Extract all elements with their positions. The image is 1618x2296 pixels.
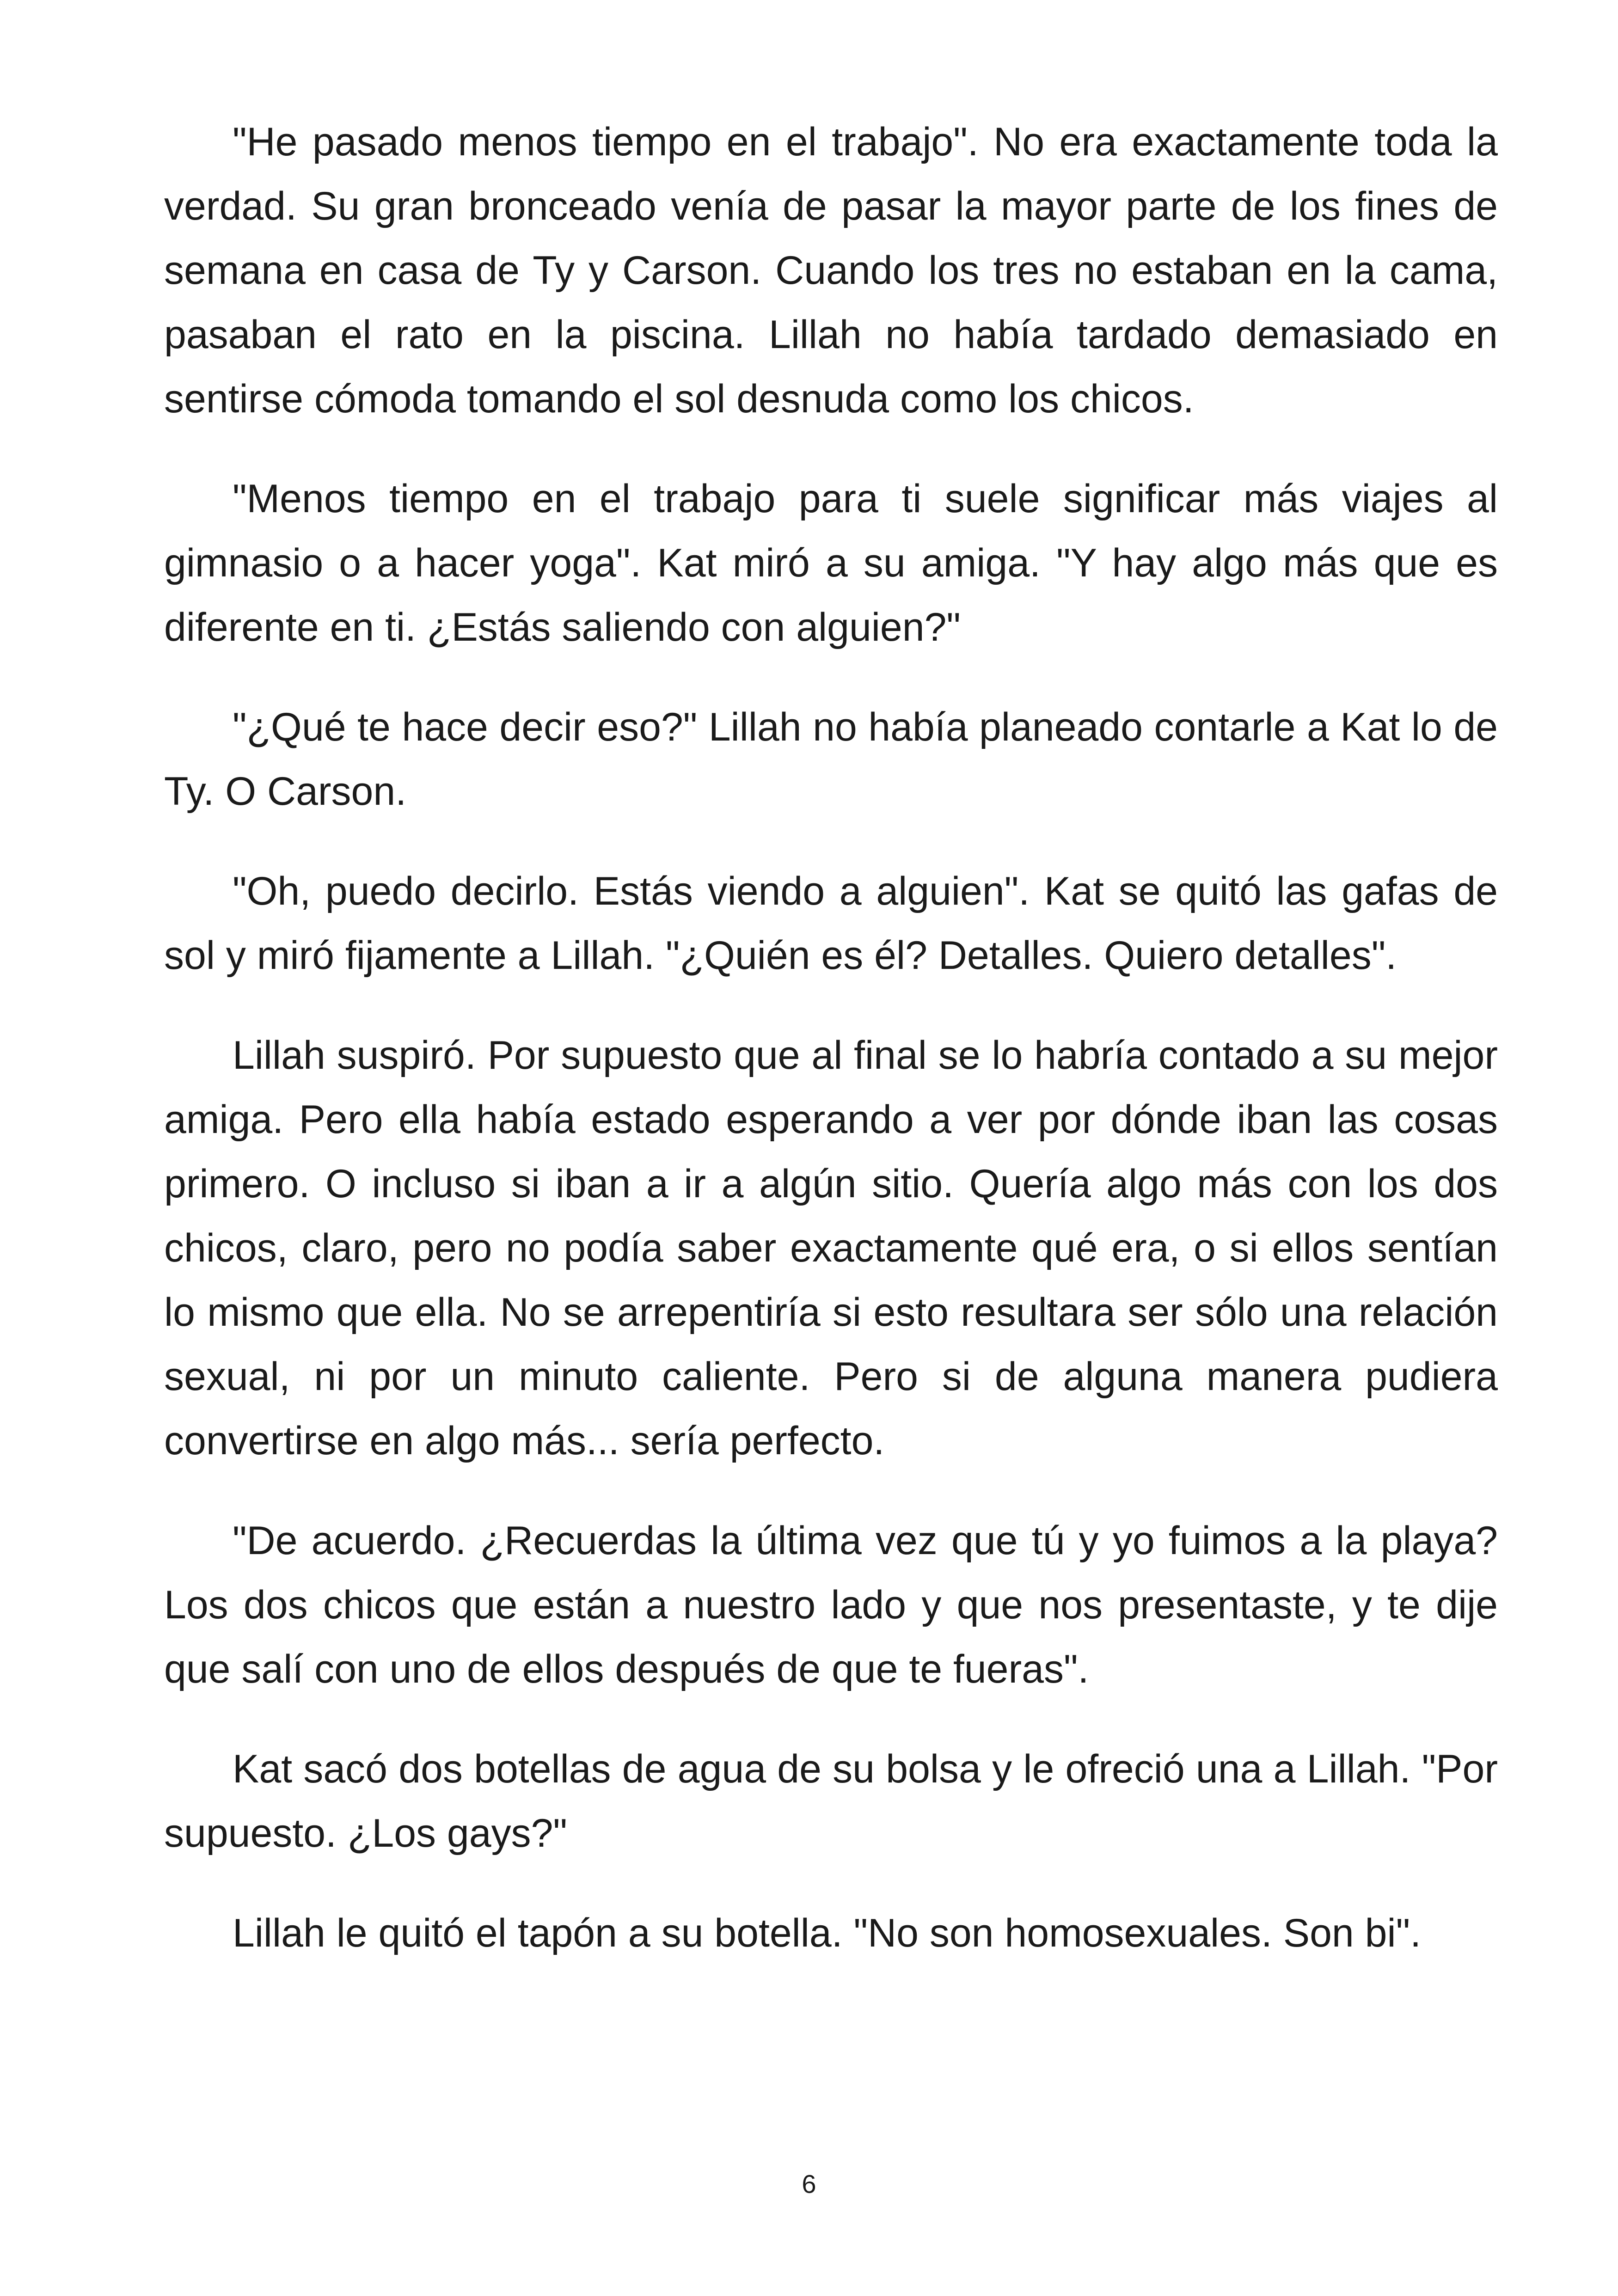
- body-text: [164, 110, 1498, 2001]
- paragraph: "De acuerdo. ¿Recuerdas la última vez que tú y yo fuimos a la playa? Los dos chicos que están a nuestro lado y que nos presentaste, y te dije que salí con uno de ellos después de que te fueras".: [164, 1518, 1498, 1691]
- paragraph: Lillah le quitó el tapón a su botella. "No son homosexuales. Son bi".: [233, 1911, 1422, 1955]
- paragraph: "Menos tiempo en el trabajo para ti suele significar más viajes al gimnasio o a hacer yoga". Kat miró a su amiga. "Y hay algo más que es diferente en ti. ¿Estás saliendo con alguien?": [164, 477, 1498, 649]
- paragraph: Kat sacó dos botellas de agua de su bolsa y le ofreció una a Lillah. "Por supuesto. ¿Los gays?": [164, 1747, 1498, 1855]
- paragraph: "Oh, puedo decirlo. Estás viendo a alguien". Kat se quitó las gafas de sol y miró fijamente a Lillah. "¿Quién es él? Detalles. Quiero detalles".: [164, 869, 1498, 978]
- paragraph: "He pasado menos tiempo en el trabajo". No era exactamente toda la verdad. Su gran bronceado venía de pasar la mayor parte de los fines de semana en casa de Ty y Carson. Cuando los tres no estaban en la cama, pasaban el rato en la piscina. Lillah no había tardado demasiado en sentirse cómoda tomando el sol desnuda como los chicos.: [164, 120, 1498, 421]
- paragraph: "¿Qué te hace decir eso?" Lillah no había planeado contarle a Kat lo de Ty. O Carson.: [164, 705, 1498, 814]
- paragraph: Lillah suspiró. Por supuesto que al final se lo habría contado a su mejor amiga. Pero ella había estado esperando a ver por dónde iban las cosas primero. O incluso si iban a ir a algún sitio. Quería algo más con los dos chicos, claro, pero no podía saber exactamente qué era, o si ellos sentían lo mismo que ella. No se arrepentiría si esto resultara ser sólo una relación sexual, ni por un minuto caliente. Pero si de alguna manera pudiera convertirse en algo más... sería perfecto.: [164, 1033, 1498, 1463]
- page-number: 6: [802, 2169, 816, 2198]
